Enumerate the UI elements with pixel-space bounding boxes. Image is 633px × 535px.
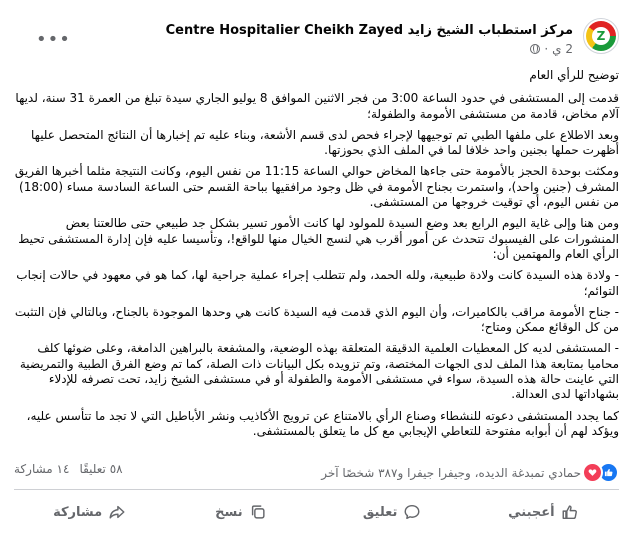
like-label: أعجبني [508, 504, 555, 520]
post-paragraph: كما يجدد المستشفى دعوته للنشطاء وصناع الرأي بالامتناع عن ترويج الأكاذيب ونشر الأباطيل التي لا تجد ما تتأسس عليه، ويؤكد لهم أن أبوابه مفتوحة للتعاطي الإيجابي مع كل ما يتعلق بالمستشفى. [26, 408, 619, 438]
copy-label: نسخ [215, 504, 243, 520]
love-reaction-icon [582, 462, 603, 483]
post-meta [530, 42, 573, 56]
post-actions [14, 496, 619, 528]
share-icon [108, 503, 126, 521]
comments-count[interactable]: ٥٨ تعليقًا [79, 462, 123, 476]
post-heading: توضيح للرأي العام [529, 68, 619, 82]
share-button[interactable] [14, 496, 165, 528]
copy-icon [249, 503, 267, 521]
thumbs-up-icon [561, 503, 579, 521]
like-button[interactable] [468, 496, 619, 528]
globe-icon [530, 44, 540, 54]
post-paragraph: ومن هنا وإلى غاية اليوم الرابع بعد وضع السيدة للمولود لها كانت الأمور تسير بشكل جد طبيعي حتى طالعتنا بعض المنشورات على الفيسبوك تتحدث عن أمور أقرب هي لنسج الخيال منها للواقع!، وتأسيسا عليه فإن إدارة المستشفى تحيط الرأي العام والمهتمين أن: [18, 216, 619, 261]
reaction-icons [587, 462, 619, 483]
post-paragraph: - جناح الأمومة مراقب بالكاميرات، وأن اليوم الذي قدمت فيه السيدة كانت هي وحدها الموجودة بالجناح، وبالتالي فإن التثبت من كل الوقائع ممكن ومتاح؛ [14, 304, 619, 335]
logo-letter: Z [592, 27, 610, 45]
comment-button[interactable] [317, 496, 468, 528]
comment-icon [403, 503, 421, 521]
shares-count[interactable]: ١٤ مشاركة [14, 462, 70, 476]
comment-label: تعليق [362, 504, 398, 520]
page-avatar[interactable] [583, 18, 619, 54]
post-stats [14, 462, 619, 482]
post-paragraph: - المستشفى لديه كل المعطيات العلمية الدقيقة المتعلقة بهذه الوضعية، والمشفعة بالبراهين الدامغة، وعلى ضوئها كلف محاميا بمتابعة هذا الملف لدى الجهات المختصة، وتم تزويده بكل البيانات ذات الصلة، كما تم وضع الفرق الطبية والتمريضية التي عاينت حالة هذه السيدة، سواء في مستشفى الأمومة والطفولة أو في مستشفى الشيخ زايد، تحت تصرفه للإدلاء بشهاداتها لدى العدالة. [19, 341, 619, 402]
post-paragraph: قدمت إلى المستشفى في حدود الساعة 3:00 من فجر الاثنين الموافق 8 يوليو الجاري سيدة تبلغ من العمرة 31 سنة، لديها آلام مخاض، قادمة من مستشفى الأمومة والطفولة؛ [15, 91, 619, 121]
post-time[interactable]: 2 ي [552, 42, 573, 56]
copy-button[interactable] [165, 496, 316, 528]
actions-divider [14, 489, 619, 490]
post-paragraph: وبعد الاطلاع على ملفها الطبي تم توجيهها لإجراء فحص لدى قسم الأشعة، وبناء عليه تم إخبارها أن النتائج المتحصل عليها أظهرت حملها بجنين واحد خلافا لما في الملف الذي بحوزتها. [31, 127, 619, 158]
engagement-counts [14, 462, 123, 476]
post-paragraph: - ولادة هذه السيدة كانت ولادة طبيعية، ولله الحمد، ولم تتطلب إجراء عملية جراحية لها، كما هو في معهود في حالات إنجاب التوائم؛ [16, 268, 619, 298]
post-paragraph: ومكثت بوحدة الحجز بالأمومة حتى جاءها المخاض حوالي الساعة 11:15 من نفس اليوم، وكانت النتيجة مثلما أخبرها الفريق المشرف (جنين واحد)، واستمرت بجناح الأمومة في ظل وجود مرافقيها بباحة القسم حتى الساعة السادسة مساء (18:00) من نفس اليوم، أي توقيت خروجها من المستشفى. [14, 164, 619, 210]
post-header [0, 12, 633, 62]
reactions-summary[interactable] [321, 462, 619, 483]
meta-separator: · [544, 42, 549, 56]
logo-icon [586, 21, 616, 51]
post-body [14, 68, 619, 445]
share-label: مشاركة [53, 504, 103, 520]
page-name[interactable]: مركز استطباب الشيخ زايد Centre Hospitalier Cheikh Zayed [165, 23, 573, 38]
reactions-text: حمادي تمبدغة الديده، وجيفرا جيفرا و٣٨٧ شخصًا آخر [321, 465, 581, 480]
more-options-button[interactable]: ••• [36, 29, 71, 50]
